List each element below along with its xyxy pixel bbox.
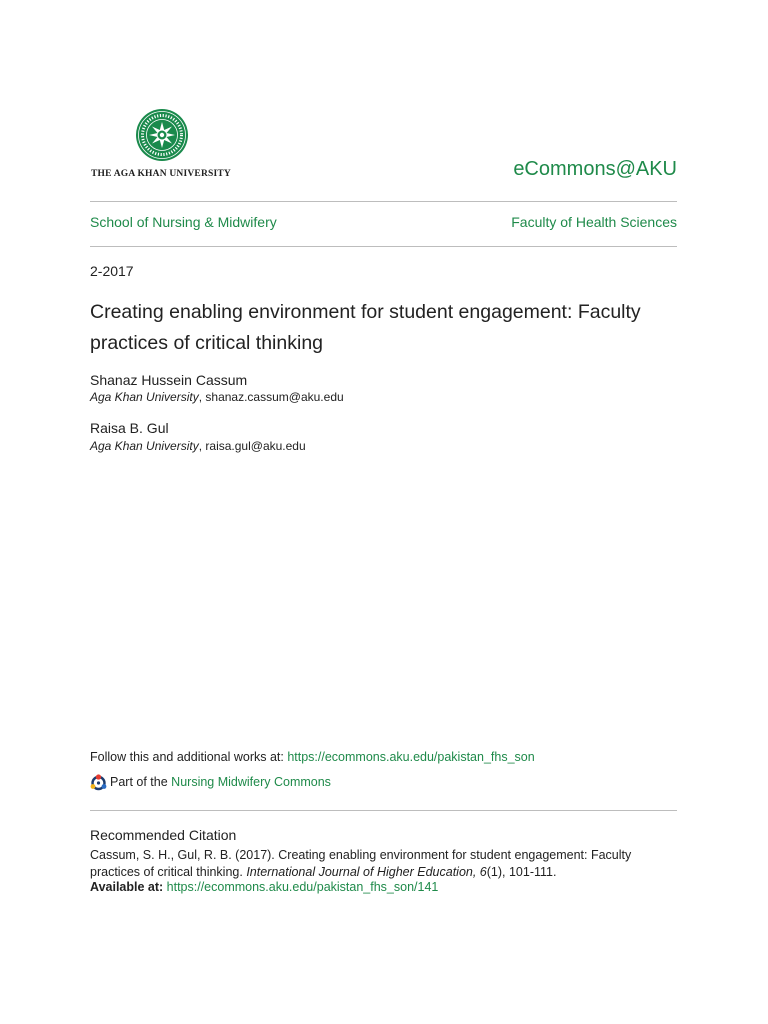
citation-heading: Recommended Citation: [90, 827, 237, 843]
university-logo-text: THE AGA KHAN UNIVERSITY: [90, 169, 231, 179]
part-of-prefix: Part of the: [110, 775, 168, 789]
author-affiliation: [90, 390, 344, 404]
subheader-divider: [90, 246, 677, 247]
part-of-line: [90, 772, 331, 792]
article-permalink[interactable]: https://ecommons.aku.edu/pakistan_fhs_son/141: [166, 880, 439, 894]
faculty-health-link[interactable]: Faculty of Health Sciences: [511, 214, 677, 230]
affiliation-name: Aga Khan University: [90, 390, 199, 404]
author-name: Raisa B. Gul: [90, 420, 169, 436]
author-affiliation: [90, 439, 306, 453]
header-divider: [90, 201, 677, 202]
publication-date: 2-2017: [90, 263, 134, 279]
author-name: Shanaz Hussein Cassum: [90, 372, 248, 388]
commons-network-icon: [90, 774, 107, 791]
citation-text: [90, 847, 682, 880]
school-nursing-link[interactable]: School of Nursing & Midwifery: [90, 214, 277, 230]
nursing-midwifery-commons-link[interactable]: Nursing Midwifery Commons: [171, 775, 331, 789]
citation-authors-title: Cassum, S. H., Gul, R. B. (2017). Creating enabling environment for student engagement: Faculty practices of critical thinking.: [90, 848, 632, 879]
citation-journal: International Journal of Higher Education, 6: [246, 864, 487, 879]
available-label: Available at:: [90, 880, 167, 894]
university-logo: [90, 108, 232, 184]
follow-line: [90, 750, 535, 764]
affiliation-name: Aga Khan University: [90, 439, 199, 453]
aga-khan-seal-icon: [135, 108, 189, 162]
author-email: , shanaz.cassum@aku.edu: [198, 390, 344, 404]
available-at-line: [90, 880, 438, 894]
citation-issue-pages: (1), 101-111.: [486, 864, 557, 879]
repository-link[interactable]: eCommons@AKU: [513, 158, 677, 180]
collection-link[interactable]: https://ecommons.aku.edu/pakistan_fhs_son: [287, 750, 535, 764]
follow-prefix: Follow this and additional works at:: [90, 750, 288, 764]
citation-divider: [90, 810, 677, 811]
author-email: , raisa.gul@aku.edu: [198, 439, 306, 453]
article-title: Creating enabling environment for student engagement: Faculty practices of critical thinking: [90, 301, 641, 354]
